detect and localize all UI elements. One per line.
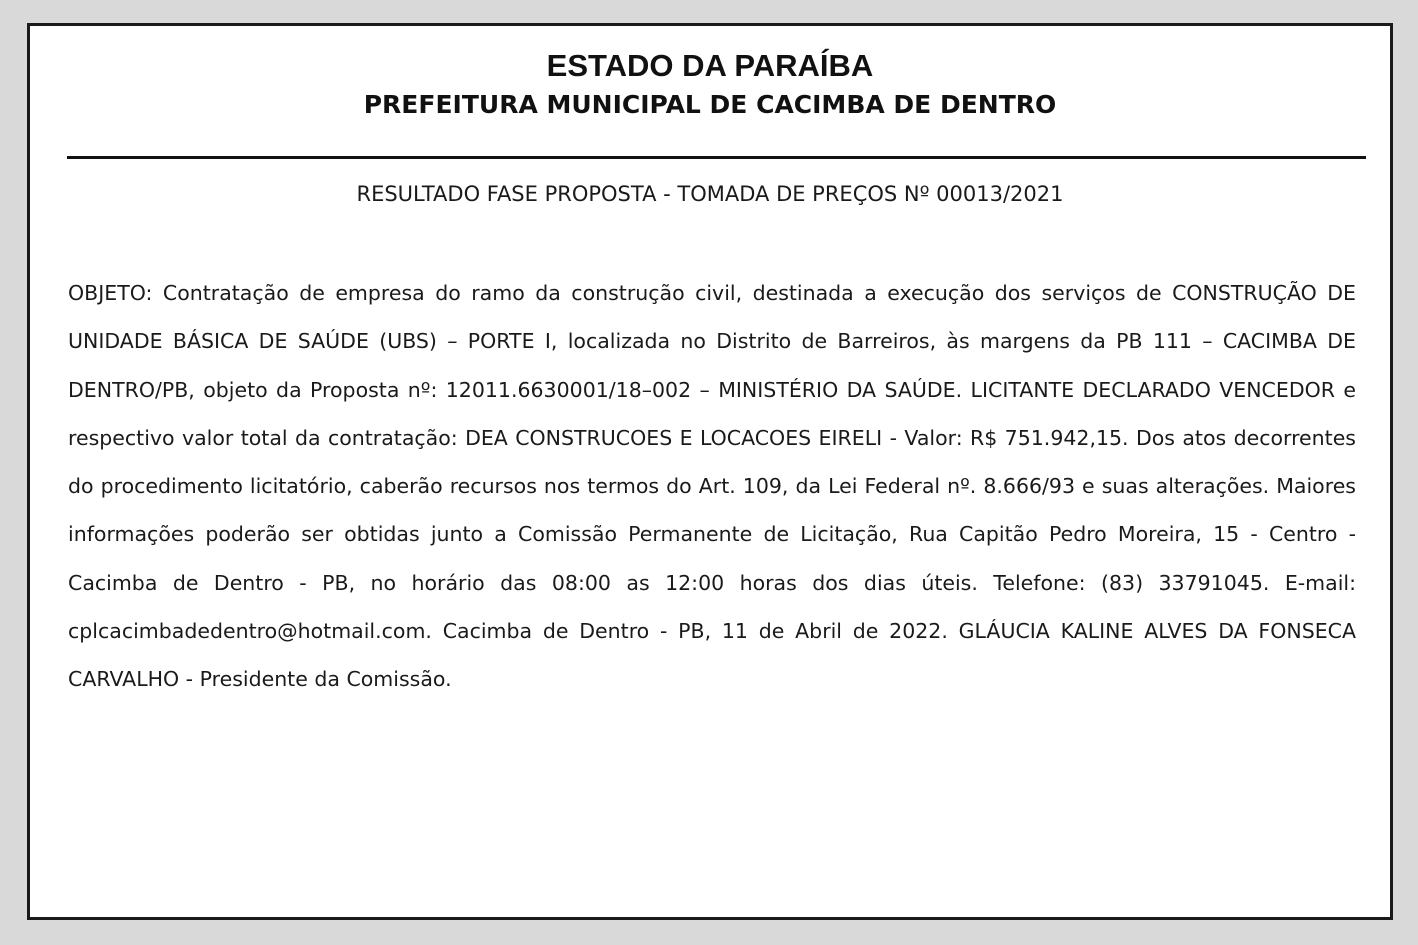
header-divider — [67, 156, 1366, 159]
state-title: ESTADO DA PARAÍBA — [546, 48, 874, 83]
municipality-title: PREFEITURA MUNICIPAL DE CACIMBA DE DENTRO — [363, 90, 1057, 119]
notice-body: OBJETO: Contratação de empresa do ramo da construção civil, destinada a execução dos serviços de CONSTRUÇÃO DE UNIDADE BÁSICA DE SAÚDE (UBS) – PORTE I, localizada no Distrito de Barreiros, às margens da PB 111 – CACIMBA DE DENTRO/PB, objeto da Proposta nº: 12011.6630001/18–002 – MINISTÉRIO DA SAÚDE. LICITANTE DECLARADO VENCEDOR e respectivo valor total da contratação: DEA CONSTRUCOES E LOCACOES EIRELI - Valor: R$ 751.942,15. Dos atos decorrentes do procedimento licitatório, caberão recursos nos termos do Art. 109, da Lei Federal nº. 8.666/93 e suas alterações. Maiores informações poderão ser obtidas junto a Comissão Permanente de Licitação, Rua Capitão Pedro Moreira, 15 - Centro - Cacimba de Dentro - PB, no horário das 08:00 as 12:00 horas dos dias úteis. Telefone: (83) 33791045. E-mail: cplcacimbadedentro@hotmail.com. Cacimba de Dentro - PB, 11 de Abril de 2022. GLÁUCIA KALINE ALVES DA FONSECA CARVALHO - Presidente da Comissão. — [68, 281, 1356, 692]
notice-frame — [27, 23, 1393, 920]
notice-subject: RESULTADO FASE PROPOSTA - TOMADA DE PREÇOS Nº 00013/2021 — [356, 182, 1064, 206]
